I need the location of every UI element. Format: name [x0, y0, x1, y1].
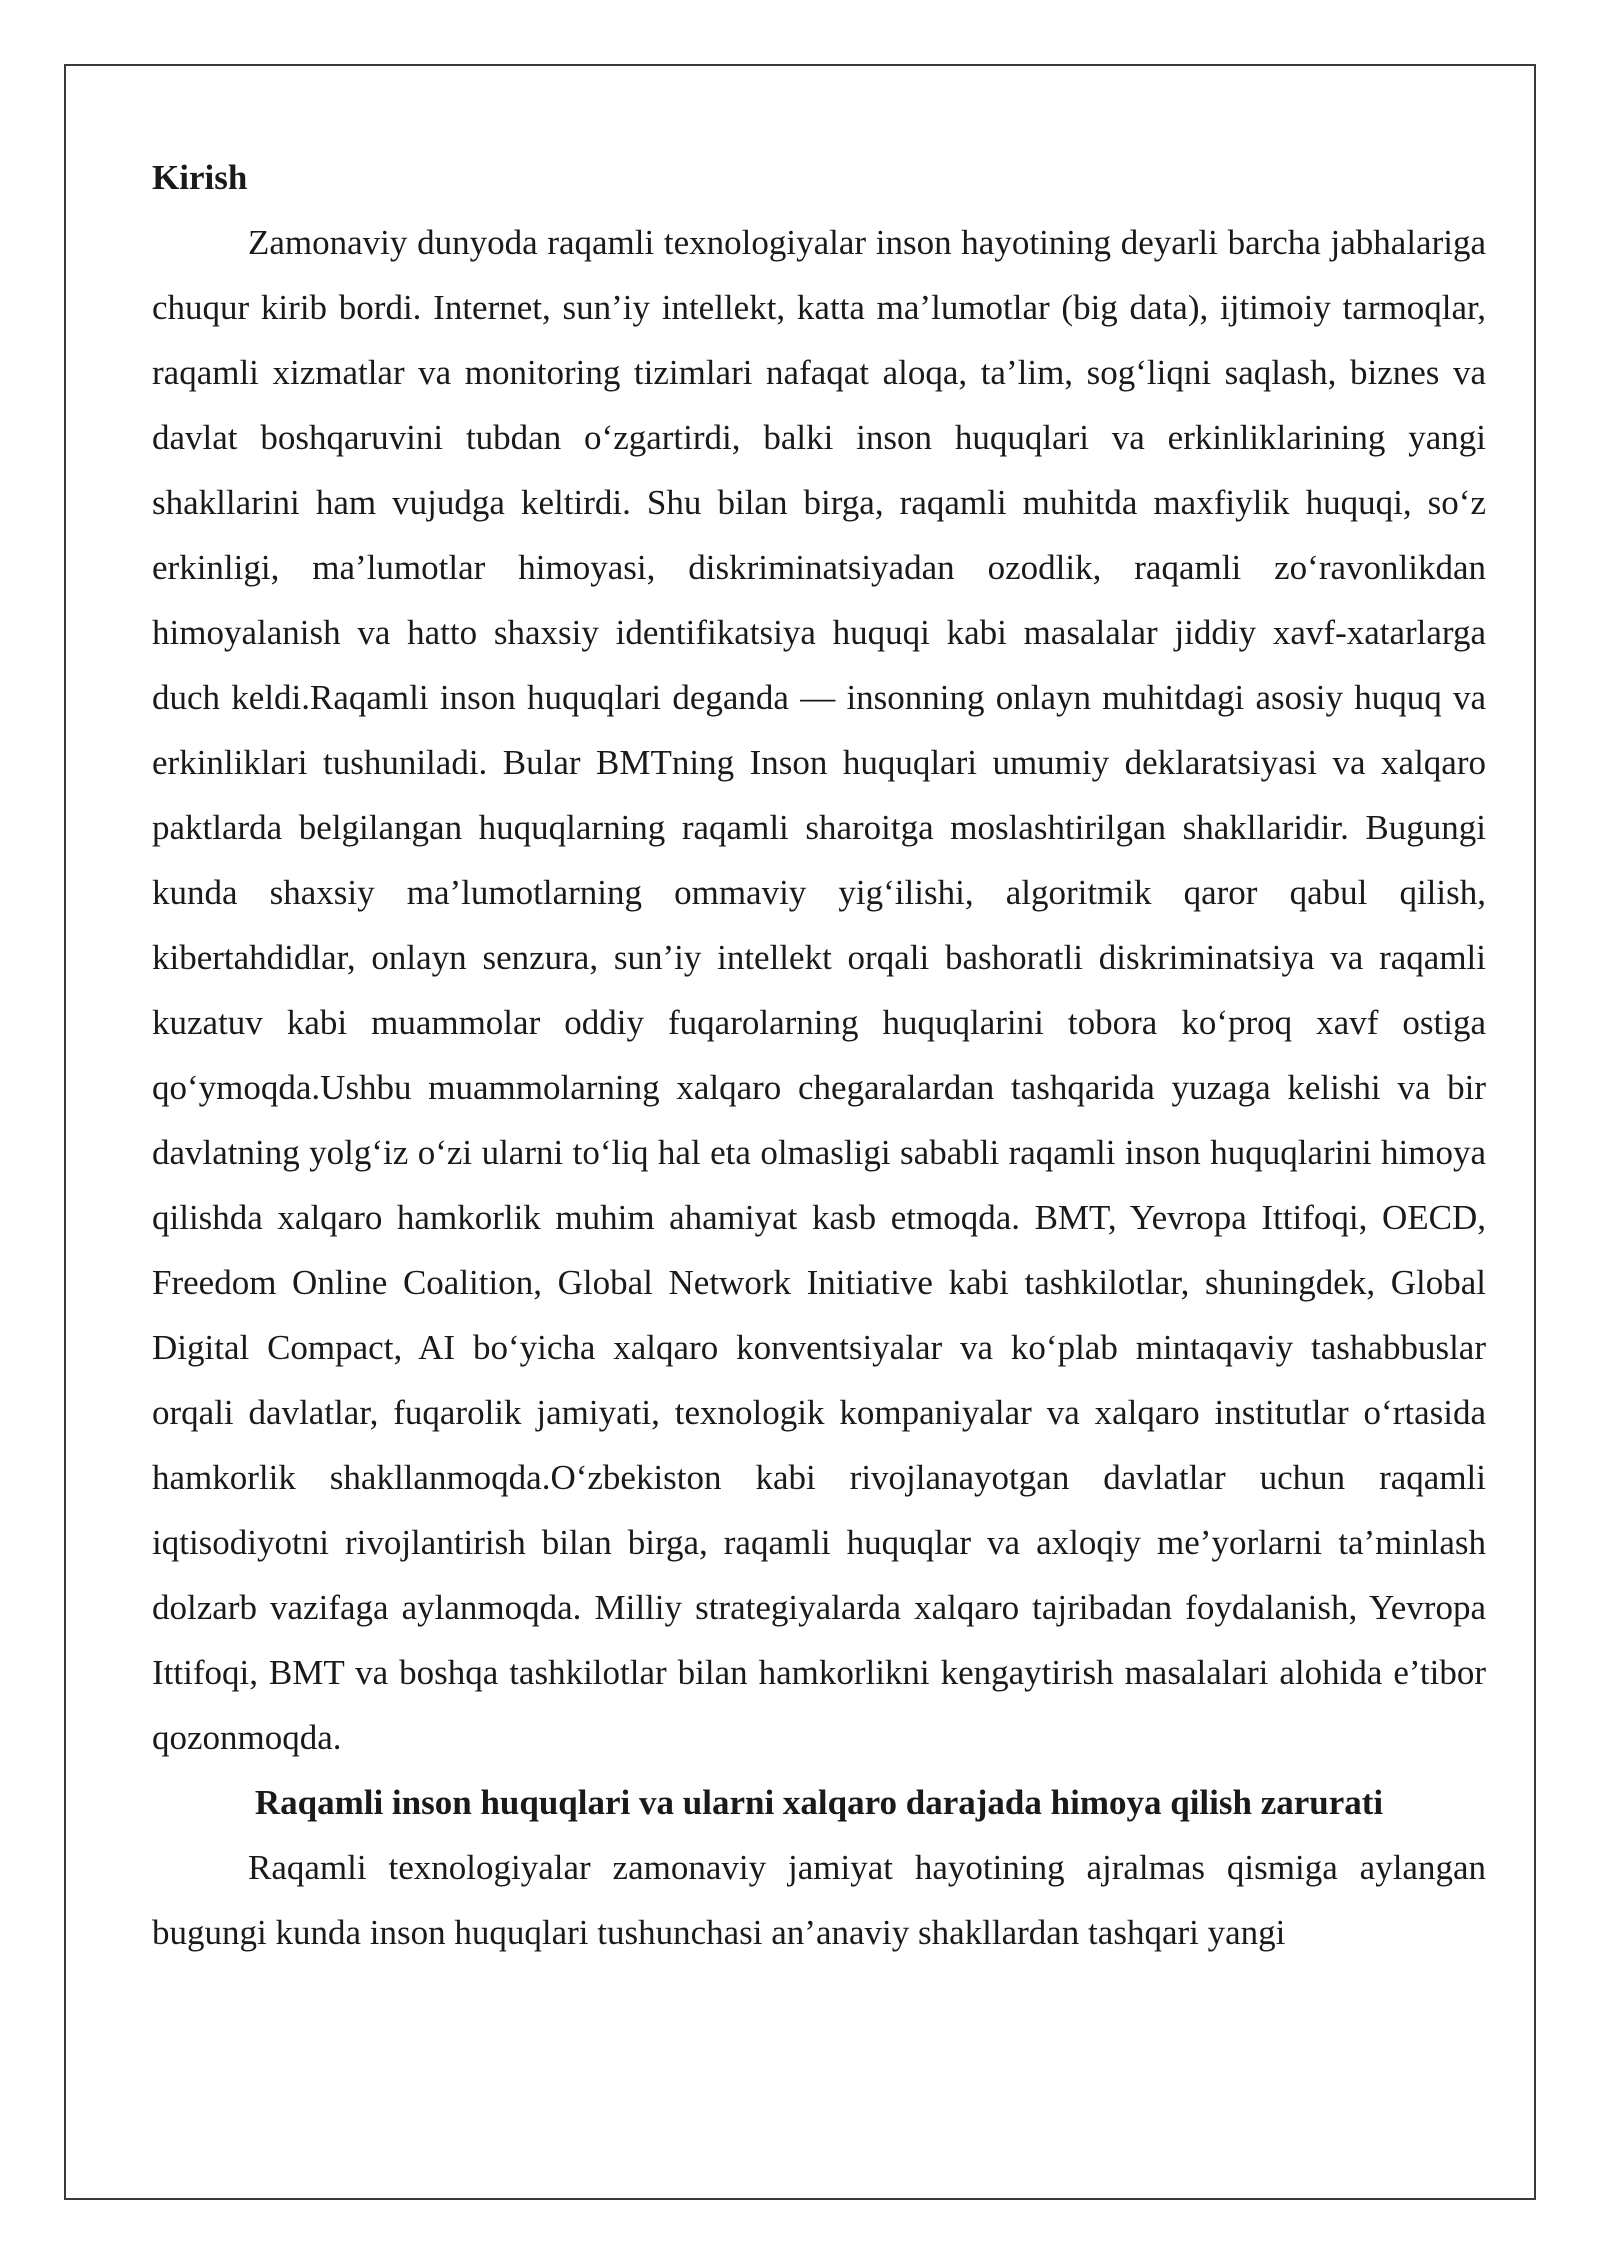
section-paragraph: Raqamli texnologiyalar zamonaviy jamiyat hayotining ajralmas qismiga aylangan bugungi kunda inson huquqlari tushunchasi an’anaviy shakllardan tashqari yangi	[152, 1848, 1486, 1952]
intro-paragraph: Zamonaviy dunyoda raqamli texnologiyalar inson hayotining deyarli barcha jabhalariga chuqur kirib bordi. Internet, sun’iy intellekt, katta ma’lumotlar (big data), ijtimoiy tarmoqlar, raqamli xizmatlar va monitoring tizimlari nafaqat aloqa, ta’lim, sog‘liqni saqlash, biznes va davlat boshqaruvini tubdan o‘zgartirdi, balki inson huquqlari va erkinliklarining yangi shakllarini ham vujudga keltirdi. Shu bilan birga, raqamli muhitda maxfiylik huquqi, so‘z erkinligi, ma’lumotlar himoyasi, diskriminatsiyadan ozodlik, raqamli zo‘ravonlikdan himoyalanish va hatto shaxsiy identifikatsiya huquqi kabi masalalar jiddiy xavf-xatarlarga duch keldi.Raqamli inson huquqlari deganda — insonning onlayn muhitdagi asosiy huquq va erkinliklari tushuniladi. Bular BMTning Inson huquqlari umumiy deklaratsiyasi va xalqaro paktlarda belgilangan huquqlarning raqamli sharoitga moslashtirilgan shakllaridir. Bugungi kunda shaxsiy ma’lumotlarning ommaviy yig‘ilishi, algoritmik qaror qabul qilish, kibertahdidlar, onlayn senzura, sun’iy intellekt orqali bashoratli diskriminatsiya va raqamli kuzatuv kabi muammolar oddiy fuqarolarning huquqlarini tobora ko‘proq xavf ostiga qo‘ymoqda.Ushbu muammolarning xalqaro chegaralardan tashqarida yuzaga kelishi va bir davlatning yolg‘iz o‘zi ularni to‘liq hal eta olmasligi sababli raqamli inson huquqlarini himoya qilishda xalqaro hamkorlik muhim ahamiyat kasb etmoqda. BMT, Yevropa Ittifoqi, OECD, Freedom Online Coalition, Global Network Initiative kabi tashkilotlar, shuningdek, Global Digital Compact, AI bo‘yicha xalqaro konventsiyalar va ko‘plab mintaqaviy tashabbuslar orqali davlatlar, fuqarolik jamiyati, texnologik kompaniyalar va xalqaro institutlar o‘rtasida hamkorlik shakllanmoqda.O‘zbekiston kabi rivojlanayotgan davlatlar uchun raqamli iqtisodiyotni rivojlantirish bilan birga, raqamli huquqlar va axloqiy me’yorlarni ta’minlash dolzarb vazifaga aylanmoqda. Milliy strategiyalarda xalqaro tajribadan foydalanish, Yevropa Ittifoqi, BMT va boshqa tashkilotlar bilan hamkorlikni kengaytirish masalalari alohida e’tibor qozonmoqda.	[152, 223, 1486, 1757]
document-body	[152, 145, 1486, 1965]
section-heading: Raqamli inson huquqlari va ularni xalqaro darajada himoya qilish zarurati	[254, 1783, 1384, 1822]
intro-heading: Kirish	[152, 158, 248, 197]
